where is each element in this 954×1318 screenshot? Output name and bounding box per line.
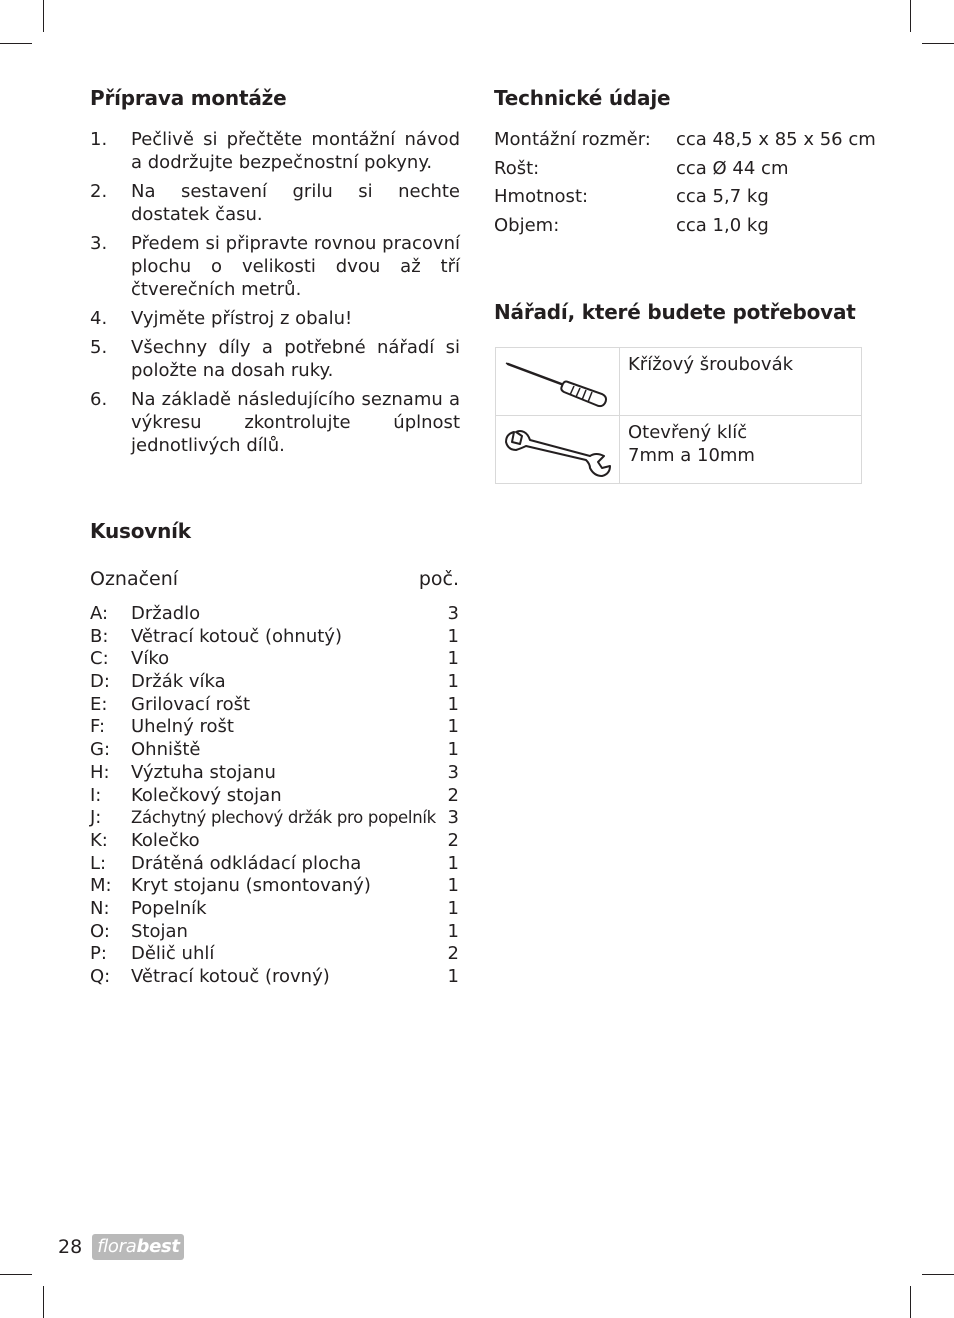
table-row	[90, 762, 459, 785]
part-name: Dělič uhlí	[131, 943, 215, 965]
table-row	[90, 739, 459, 762]
parts-column-headers	[90, 568, 459, 590]
parts-qty-header: poč.	[418, 568, 459, 590]
part-qty: 3	[447, 603, 459, 624]
table-row	[90, 966, 459, 989]
part-qty: 3	[447, 761, 459, 783]
table-row	[90, 716, 459, 739]
part-letter: E:	[90, 693, 108, 715]
part-qty: 2	[447, 943, 459, 965]
tools-heading: Nářadí, které budete potřebovat	[494, 300, 856, 324]
parts-name-header: Označení	[90, 568, 179, 590]
tool-sublabel: 7mm a 10mm	[628, 445, 755, 466]
table-row	[494, 185, 874, 214]
part-name: Popelník	[131, 897, 207, 919]
part-letter: Q:	[90, 966, 111, 987]
part-name: Držák víka	[131, 671, 226, 693]
table-row	[90, 943, 459, 966]
table-row	[90, 875, 459, 898]
tool-label: Otevřený klíč	[628, 422, 748, 443]
step-text: Pečlivě si přečtěte montážní návod a dodržujte bezpečnostní pokyny.	[131, 129, 460, 173]
table-row	[90, 603, 459, 626]
part-name: Grilovací rošt	[131, 693, 251, 715]
table-row	[90, 648, 459, 671]
part-letter: B:	[90, 625, 109, 647]
part-qty: 1	[447, 625, 459, 647]
list-item	[90, 336, 460, 382]
spec-label: Hmotnost:	[494, 186, 589, 208]
crop-mark	[0, 1274, 32, 1275]
table-row	[90, 898, 459, 921]
technical-data	[494, 128, 874, 243]
table-row	[90, 921, 459, 944]
crop-mark	[43, 1286, 44, 1318]
tool-label-cell	[620, 348, 862, 416]
part-qty: 1	[447, 875, 459, 897]
page-number: 28	[58, 1236, 83, 1258]
part-name: Větrací kotouč (ohnutý)	[131, 625, 342, 647]
spec-value: cca 48,5 x 85 x 56 cm	[676, 129, 876, 150]
table-row	[90, 785, 459, 808]
tool-picture-cell	[496, 416, 620, 484]
parts-list	[90, 603, 459, 989]
part-qty: 2	[447, 829, 459, 851]
part-letter: F:	[90, 716, 106, 738]
spec-label: Rošt:	[494, 157, 540, 179]
part-letter: P:	[90, 943, 107, 965]
table-row	[90, 853, 459, 876]
part-qty: 1	[447, 648, 459, 670]
part-name: Kolečko	[131, 829, 200, 851]
step-text: Předem si připravte rovnou pracovní plochu o velikosti dvou až tří čtverečních metrů.	[131, 233, 460, 300]
part-name: Záchytný plechový držák pro popelník	[131, 808, 436, 828]
part-letter: G:	[90, 739, 111, 761]
part-qty: 1	[447, 739, 459, 761]
part-qty: 1	[447, 920, 459, 942]
part-letter: D:	[90, 671, 110, 693]
table-row	[496, 416, 862, 484]
step-text: Všechny díly a potřebné nářadí si položte na dosah ruky.	[131, 337, 460, 381]
part-name: Uhelný rošt	[131, 716, 234, 738]
crop-mark	[910, 0, 911, 32]
table-row	[90, 671, 459, 694]
part-letter: K:	[90, 829, 108, 851]
part-letter: N:	[90, 897, 110, 919]
part-qty: 1	[447, 671, 459, 693]
page-footer	[58, 1234, 184, 1260]
step-number: 1.	[90, 129, 108, 150]
part-letter: M:	[90, 875, 112, 897]
step-number: 3.	[90, 233, 108, 254]
spec-value: cca Ø 44 cm	[676, 157, 789, 179]
step-number: 5.	[90, 337, 108, 358]
spec-value: cca 5,7 kg	[676, 186, 769, 208]
screwdriver-icon	[502, 350, 614, 410]
crop-mark	[910, 1286, 911, 1318]
list-item	[90, 388, 460, 457]
tools-table	[495, 347, 862, 484]
step-text: Vyjměte přístroj z obalu!	[131, 308, 353, 329]
logo-text	[97, 1236, 180, 1257]
list-item	[90, 128, 460, 174]
table-row	[90, 694, 459, 717]
part-name: Kryt stojanu (smontovaný)	[131, 875, 371, 897]
tool-label-cell	[620, 416, 862, 484]
part-name: Víko	[131, 648, 170, 670]
part-letter: I:	[90, 784, 102, 806]
preparation-heading: Příprava montáže	[90, 86, 287, 110]
table-row	[494, 128, 874, 157]
table-row	[90, 807, 459, 830]
spec-label: Montážní rozměr:	[494, 129, 651, 150]
table-row	[90, 830, 459, 853]
logo-part-flora: flora	[97, 1236, 137, 1257]
spec-value: cca 1,0 kg	[676, 215, 769, 237]
part-letter: L:	[90, 852, 107, 874]
technical-heading: Technické údaje	[494, 86, 671, 110]
part-name: Ohniště	[131, 739, 201, 761]
part-letter: J:	[90, 807, 102, 829]
crop-mark	[922, 1274, 954, 1275]
table-row	[494, 157, 874, 186]
part-letter: A:	[90, 603, 109, 624]
part-letter: O:	[90, 920, 110, 942]
list-item	[90, 307, 460, 330]
list-item	[90, 180, 460, 226]
step-number: 6.	[90, 389, 108, 410]
part-name: Kolečkový stojan	[131, 784, 282, 806]
step-text: Na sestavení grilu si nechte dostatek času.	[131, 181, 460, 225]
crop-mark	[0, 43, 32, 44]
part-name: Stojan	[131, 920, 188, 942]
step-number: 4.	[90, 308, 108, 329]
part-qty: 1	[447, 897, 459, 919]
florabest-logo	[92, 1234, 184, 1260]
part-name: Držadlo	[131, 603, 201, 624]
part-qty: 1	[447, 852, 459, 874]
tool-picture-cell	[496, 348, 620, 416]
preparation-steps	[90, 128, 460, 463]
table-row	[496, 348, 862, 416]
part-qty: 2	[447, 784, 459, 806]
table-row	[90, 626, 459, 649]
part-name: Drátěná odkládací plocha	[131, 852, 362, 874]
part-letter: C:	[90, 648, 109, 670]
part-letter: H:	[90, 761, 110, 783]
step-number: 2.	[90, 181, 108, 202]
part-qty: 1	[447, 716, 459, 738]
crop-mark	[922, 43, 954, 44]
part-name: Větrací kotouč (rovný)	[131, 966, 330, 987]
spec-label: Objem:	[494, 215, 560, 237]
logo-part-best: best	[136, 1236, 180, 1257]
parts-heading: Kusovník	[90, 519, 191, 543]
wrench-icon	[502, 418, 614, 478]
list-item	[90, 232, 460, 301]
step-text: Na základě následujícího seznamu a výkresu zkontrolujte úplnost jednotlivých dílů.	[131, 389, 460, 456]
part-qty: 3	[447, 807, 459, 829]
tool-label: Křížový šroubovák	[628, 354, 794, 375]
part-qty: 1	[447, 966, 459, 987]
table-row	[494, 214, 874, 243]
crop-mark	[43, 0, 44, 32]
part-name: Výztuha stojanu	[131, 761, 276, 783]
part-qty: 1	[447, 693, 459, 715]
